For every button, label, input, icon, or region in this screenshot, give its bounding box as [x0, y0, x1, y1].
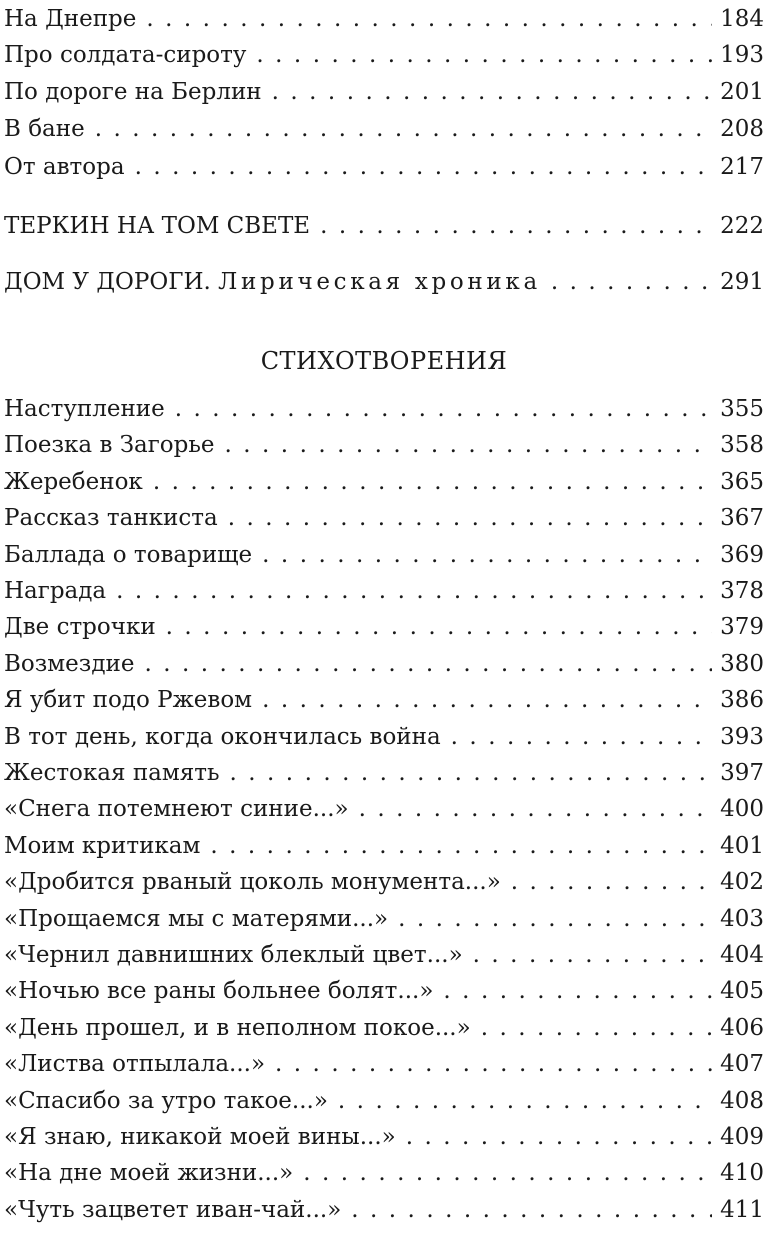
toc-entry-page: 380 [720, 651, 764, 677]
toc-leader-dots [473, 936, 712, 974]
toc-entry-page: 403 [720, 906, 764, 932]
toc-leader-dots [135, 148, 713, 186]
toc-leader-dots [146, 0, 712, 38]
toc-entry-title: Про солдата-сироту [4, 42, 247, 68]
toc-entry-page: 402 [720, 869, 764, 895]
toc-entry [4, 645, 764, 683]
toc-entry-page: 397 [720, 760, 764, 786]
toc-entry-page: 217 [720, 154, 764, 180]
toc-leader-dots [95, 110, 712, 148]
toc-leader-dots [144, 645, 712, 683]
toc-entry-title: Награда [4, 578, 107, 604]
toc-entry [4, 827, 764, 865]
toc-entry-title: В тот день, когда окончилась война [4, 724, 441, 750]
toc-entry-title: Наступление [4, 396, 165, 422]
toc-entry-title: «Прощаемся мы с матерями...» [4, 906, 389, 932]
toc-entry [4, 1082, 764, 1120]
toc-entry-title: «Листва отпылала...» [4, 1051, 266, 1077]
toc-entry-page: 400 [720, 796, 764, 822]
toc-entry-page: 405 [720, 978, 764, 1004]
toc-entry [4, 608, 764, 646]
toc-entry-page: 291 [720, 269, 764, 295]
toc-entry-title: «Я знаю, никакой моей вины...» [4, 1124, 396, 1150]
toc-leader-dots [262, 681, 712, 719]
toc-leader-dots [175, 390, 712, 428]
toc-entry-title: Жестокая память [4, 760, 220, 786]
toc-entry [4, 499, 764, 537]
toc-entry [4, 73, 764, 111]
toc-entry-title: Я убит подо Ржевом [4, 687, 253, 713]
toc-leader-dots [256, 36, 712, 74]
toc-entry-title: Рассказ танкиста [4, 505, 218, 531]
toc-entry [4, 1191, 764, 1229]
toc-entry-title: «Спасибо за утро такое...» [4, 1088, 328, 1114]
toc-entry-page: 410 [720, 1160, 764, 1186]
toc-entry-page: 378 [720, 578, 764, 604]
toc-entry-title: «Чуть зацветет иван-чай...» [4, 1197, 342, 1223]
toc-entry [4, 110, 764, 148]
toc-entry [4, 572, 764, 610]
toc-entry-title: «Чернил давнишних блеклый цвет...» [4, 942, 463, 968]
toc-leader-dots [228, 499, 712, 537]
toc-entry-title: «На дне моей жизни...» [4, 1160, 294, 1186]
toc-entry-title: Баллада о товарище [4, 542, 253, 568]
toc-entry-title: «Дробится рваный цоколь монумента...» [4, 869, 501, 895]
toc-entry [4, 754, 764, 792]
toc-entry-page: 404 [720, 942, 764, 968]
toc-entry-title: В бане [4, 116, 85, 142]
toc-leader-dots [511, 863, 712, 901]
toc-major-entry-title [4, 263, 541, 301]
toc-major-entry [4, 263, 764, 301]
toc-entry [4, 1009, 764, 1047]
toc-entry-page: 406 [720, 1015, 764, 1041]
toc-entry-title: «Снега потемнеют синие...» [4, 796, 349, 822]
toc-entry-page: 369 [720, 542, 764, 568]
toc-entry-title: Поезка в Загорье [4, 432, 215, 458]
toc-leader-dots [116, 572, 712, 610]
toc-entry [4, 972, 764, 1010]
toc-entry-title: «Ночью все раны больнее болят...» [4, 978, 434, 1004]
toc-entry-page: 409 [720, 1124, 764, 1150]
toc-entry-page: 365 [720, 469, 764, 495]
toc-entry [4, 0, 764, 38]
toc-entry [4, 1154, 764, 1192]
toc-entry [4, 718, 764, 756]
toc-entry [4, 390, 764, 428]
toc-entry-page: 184 [720, 6, 764, 32]
toc-entry-title: От автора [4, 154, 125, 180]
toc-entry-page: 379 [720, 614, 764, 640]
toc-entry-page: 208 [720, 116, 764, 142]
toc-entry-title: Возмездие [4, 651, 135, 677]
toc-major-entry-main: ДОМ У ДОРОГИ. [4, 269, 211, 295]
toc-entry-title: Жеребенок [4, 469, 143, 495]
toc-entry [4, 1045, 764, 1083]
toc-entry-page: 411 [720, 1197, 764, 1223]
toc-entry-page: 358 [720, 432, 764, 458]
toc-leader-dots [338, 1082, 712, 1120]
toc-entry [4, 36, 764, 74]
toc-leader-dots [166, 608, 712, 646]
toc-leader-dots [153, 463, 712, 501]
toc-leader-dots [275, 1045, 712, 1083]
toc-entry [4, 536, 764, 574]
toc-leader-dots [451, 718, 712, 756]
toc-entry [4, 148, 764, 186]
toc-major-entry-title: ТЕРКИН НА ТОМ СВЕТЕ [4, 213, 311, 239]
toc-entry-page: 201 [720, 79, 764, 105]
toc-leader-dots [230, 754, 713, 792]
toc-entry-title: По дороге на Берлин [4, 79, 262, 105]
toc-entry-page: 393 [720, 724, 764, 750]
toc-entry [4, 1118, 764, 1156]
toc-entry [4, 900, 764, 938]
toc-leader-dots [262, 536, 712, 574]
toc-leader-dots [359, 790, 713, 828]
toc-entry [4, 426, 764, 464]
toc-entry-title: Две строчки [4, 614, 156, 640]
toc-leader-dots [406, 1118, 712, 1156]
toc-entry-page: 408 [720, 1088, 764, 1114]
toc-entry [4, 863, 764, 901]
toc-leader-dots [210, 827, 712, 865]
toc-leader-dots [351, 1191, 712, 1229]
toc-entry-page: 367 [720, 505, 764, 531]
toc-leader-dots [551, 263, 712, 301]
toc-entry-title: Моим критикам [4, 833, 201, 859]
toc-entry-page: 193 [720, 42, 764, 68]
toc-entry-page: 355 [720, 396, 764, 422]
toc-entry [4, 790, 764, 828]
toc-entry [4, 936, 764, 974]
toc-entry-page: 386 [720, 687, 764, 713]
toc-leader-dots [225, 426, 713, 464]
toc-leader-dots [320, 207, 712, 245]
toc-entry-page: 407 [720, 1051, 764, 1077]
toc-leader-dots [398, 900, 712, 938]
toc-leader-dots [303, 1154, 712, 1192]
toc-leader-dots [272, 73, 712, 111]
toc-entry-title: На Днепре [4, 6, 137, 32]
toc-leader-dots [443, 972, 712, 1010]
toc-entry-page: 401 [720, 833, 764, 859]
toc-leader-dots [481, 1009, 712, 1047]
section-heading: СТИХОТВОРЕНИЯ [260, 347, 508, 375]
toc-entry-title: «День прошел, и в неполном покое...» [4, 1015, 471, 1041]
toc-entry [4, 463, 764, 501]
toc-entry-page: 222 [720, 213, 764, 239]
toc-major-entry [4, 207, 764, 245]
toc-major-entry-subtitle: Лирическая хроника [218, 269, 541, 295]
toc-entry [4, 681, 764, 719]
